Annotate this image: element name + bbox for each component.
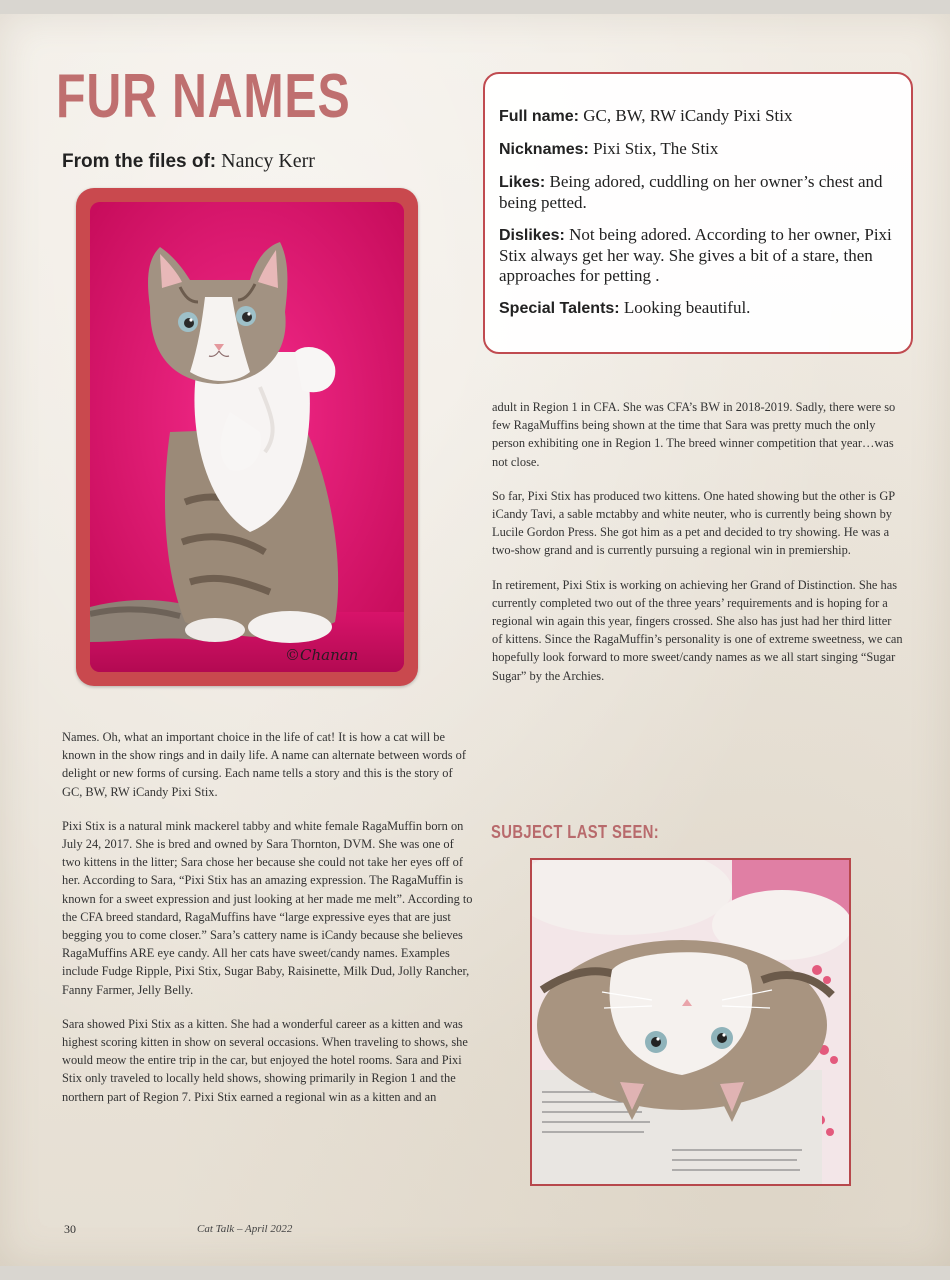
nicknames-label: Nicknames: [499, 141, 589, 158]
article-paragraph: In retirement, Pixi Stix is working on achieving her Grand of Distinction. She has currently completed two out of the three years’ requirements and is hoping for a regional win again this year, fingers crossed. She also has just had her third litter of kittens. Since the RagaMuffin’s personality is one of extreme sweetness, we can hopefully look forward to more sweet/candy names as we all start singing “Sugar Sugar” by the Archies. [492, 577, 903, 683]
main-cat-photo [90, 202, 404, 672]
page-title: FUR NAMES [56, 62, 351, 131]
byline-label: From the files of: [62, 151, 217, 172]
nicknames-line [499, 139, 897, 160]
byline-author: Nancy Kerr [221, 150, 315, 172]
talents-label: Special Talents: [499, 300, 620, 317]
article-paragraph: adult in Region 1 in CFA. She was CFA’s BW in 2018-2019. Sadly, there were so few RagaMuffins being shown at the time that Sara was pretty much the only person exhibiting one in Region 1. The breed winner competition that year…was not close. [492, 400, 896, 469]
full-name-value: GC, BW, RW iCandy Pixi Stix [583, 106, 793, 125]
photographer-signature: ©Chanan [285, 646, 359, 664]
last-seen-cat-photo [532, 860, 849, 1184]
main-photo-frame [76, 188, 418, 686]
likes-label: Likes: [499, 174, 546, 191]
magazine-footer: Cat Talk – April 2022 [197, 1223, 293, 1235]
cat-standing-illustration [90, 202, 404, 672]
cat-upside-down-illustration [532, 860, 849, 1184]
last-seen-heading: SUBJECT LAST SEEN: [491, 822, 660, 842]
talents-line [499, 298, 897, 319]
likes-value: Being adored, cuddling on her owner’s chest and being petted. [499, 172, 883, 212]
dislikes-value: Not being adored. According to her owner, Pixi Stix always get her way. She gives a bit of a stare, then approaches for petting . [499, 225, 892, 285]
article-right-column [492, 398, 904, 701]
article-paragraph: Sara showed Pixi Stix as a kitten. She had a wonderful career as a kitten and was highest scoring kitten in show on several occasions. When traveling to shows, she would meow the entire trip in the car, but enjoyed the hotel rooms. Sara and Pixi Stix only traveled to locally held shows, showing primarily in Region 1 and the northern part of Region 7. Pixi Stix earned a regional win as a kitten and an [62, 1016, 468, 1104]
byline [62, 150, 315, 173]
article-paragraph: So far, Pixi Stix has produced two kittens. One hated showing but the other is GP iCandy Tavi, a sable mctabby and white neuter, who is currently being shown by Lucile Gordon Press. She got him as a pet and decided to try showing. He was a two-show grand and is currently pursuing a regional win in premiership. [492, 488, 895, 558]
cat-profile-box [483, 72, 913, 354]
dislikes-label: Dislikes: [499, 227, 565, 244]
full-name-label: Full name: [499, 108, 580, 125]
last-seen-photo-frame [530, 858, 851, 1186]
likes-line [499, 172, 897, 213]
page-number: 30 [64, 1222, 76, 1236]
nicknames-value: Pixi Stix, The Stix [593, 139, 719, 158]
article-left-column [62, 728, 474, 1122]
dislikes-line [499, 225, 897, 286]
full-name-line [499, 106, 897, 127]
magazine-page [0, 14, 950, 1266]
talents-value: Looking beautiful. [623, 298, 751, 317]
article-paragraph: Pixi Stix is a natural mink mackerel tabby and white female RagaMuffin born on July 24, 2017. She is bred and owned by Sara Thornton, DVM. She was one of two kittens in the litter; Sara chose her because she could not take her eyes off of her. According to Sara, “Pixi Stix has an amazing expression. The RagaMuffin is known for a sweet expression and just looking at her made me melt”. According to the CFA breed standard, RagaMuffins have “large expressive eyes that are just begging you to come closer.” Sara’s cattery name is iCandy because she believes RagaMuffins ARE eye candy. All her cats have sweet/candy names. Examples include Fudge Ripple, Pixi Stix, Sugar Baby, Raisinette, Milk Dud, Jolly Rancher, Fanny Farmer, Jelly Belly. [62, 818, 473, 997]
article-paragraph: Names. Oh, what an important choice in the life of cat! It is how a cat will be known in the show rings and in daily life. A name can alternate between words of delight or new forms of cursing. Each name tells a story and this is the story of GC, BW, RW iCandy Pixi Stix. [62, 730, 466, 799]
